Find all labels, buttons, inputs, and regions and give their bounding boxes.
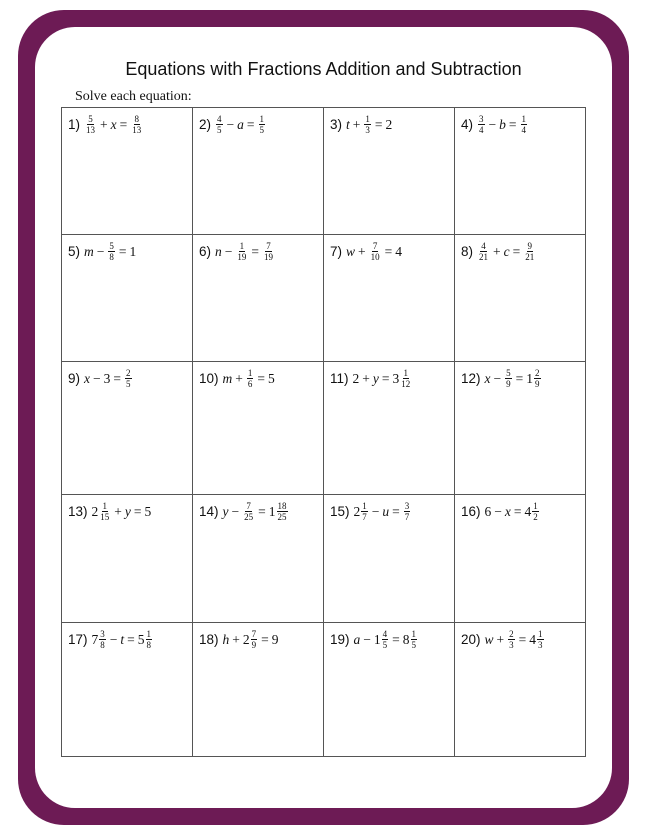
operator: + <box>100 116 108 132</box>
fraction-denominator: 5 <box>126 379 131 389</box>
equation <box>199 114 323 135</box>
equation <box>461 501 585 522</box>
problem-number: 14) <box>199 503 219 519</box>
fraction <box>370 241 381 262</box>
problem-cell-2[interactable] <box>193 108 324 235</box>
fraction-denominator: 19 <box>264 252 274 262</box>
fraction-numerator: 7 <box>246 501 251 511</box>
fraction-numerator: 1 <box>533 501 538 511</box>
equation <box>461 241 585 262</box>
fraction <box>125 368 132 389</box>
fraction <box>521 114 528 135</box>
number: 2 <box>352 370 360 386</box>
operator: + <box>358 243 366 259</box>
number: 8 <box>402 631 410 647</box>
problem-cell-11[interactable] <box>324 362 455 495</box>
problem-number: 10) <box>199 370 219 386</box>
problem-cell-8[interactable] <box>455 235 585 362</box>
variable: a <box>353 631 361 647</box>
equation <box>330 114 454 135</box>
fraction-denominator: 5 <box>411 640 417 650</box>
operator: = <box>512 243 521 259</box>
equation <box>68 114 192 135</box>
fraction-denominator: 9 <box>506 379 511 389</box>
operator: = <box>518 631 527 647</box>
operator: = <box>119 116 128 132</box>
problem-number: 18) <box>199 631 219 647</box>
number: 4 <box>524 503 532 519</box>
fraction-denominator: 25 <box>244 512 254 522</box>
problem-number: 4) <box>461 116 474 132</box>
variable: h <box>222 631 230 647</box>
fraction-numerator: 1 <box>538 629 543 639</box>
equation <box>330 629 454 650</box>
variable: y <box>222 503 229 519</box>
operator: − <box>96 243 105 259</box>
number: 6 <box>484 503 492 519</box>
operator: + <box>114 503 122 519</box>
fraction-denominator: 12 <box>401 379 411 389</box>
fraction-denominator: 3 <box>365 125 370 135</box>
number: 3 <box>103 370 111 386</box>
fraction-numerator: 4 <box>481 241 486 251</box>
operator: = <box>392 631 400 647</box>
fraction-numerator: 2 <box>535 368 540 378</box>
equation <box>68 629 192 650</box>
fraction-numerator: 7 <box>266 241 271 251</box>
problem-number: 5) <box>68 243 81 259</box>
fraction <box>108 241 115 262</box>
operator: − <box>494 503 502 519</box>
operator: + <box>232 631 240 647</box>
operator: = <box>251 243 260 259</box>
variable: x <box>504 503 511 519</box>
equation <box>461 368 585 389</box>
operator: + <box>352 116 361 132</box>
number: 1 <box>268 503 276 519</box>
problem-cell-4[interactable] <box>455 108 585 235</box>
fraction <box>508 629 515 650</box>
problem-number: 13) <box>68 503 88 519</box>
fraction-numerator: 7 <box>251 629 257 639</box>
fraction-denominator: 8 <box>100 640 105 650</box>
fraction-denominator: 13 <box>86 125 96 135</box>
equation <box>68 241 192 262</box>
fraction <box>411 629 418 650</box>
problem-cell-19[interactable] <box>324 623 455 756</box>
number: 1 <box>526 370 534 386</box>
equation <box>199 501 323 522</box>
problem-cell-7[interactable] <box>324 235 455 362</box>
problem-cell-6[interactable] <box>193 235 324 362</box>
fraction <box>537 629 544 650</box>
fraction-denominator: 4 <box>521 125 527 135</box>
problem-number: 17) <box>68 631 88 647</box>
variable: t <box>120 631 125 647</box>
fraction <box>505 368 512 389</box>
variable: y <box>124 503 131 519</box>
number: 2 <box>242 631 250 647</box>
fraction-numerator: 2 <box>126 368 131 378</box>
fraction-numerator: 3 <box>100 629 105 639</box>
fraction-denominator: 5 <box>217 125 222 135</box>
number: 2 <box>91 503 99 519</box>
fraction <box>361 501 368 522</box>
fraction-numerator: 7 <box>372 241 378 251</box>
operator: − <box>363 631 371 647</box>
variable: c <box>503 243 510 259</box>
fraction-denominator: 6 <box>247 379 253 389</box>
problem-number: 3) <box>330 116 343 132</box>
problem-cell-20[interactable] <box>455 623 585 756</box>
number: 4 <box>529 631 537 647</box>
operator: = <box>127 631 135 647</box>
variable: x <box>84 370 91 386</box>
variable: x <box>484 370 491 386</box>
fraction <box>400 368 411 389</box>
fraction-numerator: 1 <box>411 629 417 639</box>
fraction-numerator: 3 <box>479 114 484 124</box>
fraction-numerator: 1 <box>362 501 367 511</box>
fraction <box>478 114 485 135</box>
number: 3 <box>392 370 400 386</box>
problem-number: 2) <box>199 116 212 132</box>
number: 5 <box>137 631 145 647</box>
operator: − <box>488 116 497 132</box>
equation <box>461 629 585 650</box>
variable: x <box>110 116 117 132</box>
fraction-numerator: 4 <box>217 114 222 124</box>
fraction <box>524 241 535 262</box>
operator: − <box>93 370 101 386</box>
fraction-denominator: 9 <box>251 640 257 650</box>
operator: = <box>257 370 266 386</box>
problem-number: 12) <box>461 370 481 386</box>
equation <box>330 501 454 522</box>
operator: = <box>118 243 127 259</box>
fraction-numerator: 5 <box>88 114 93 124</box>
problem-cell-18[interactable] <box>193 623 324 756</box>
operator: = <box>392 503 400 519</box>
fraction <box>277 501 288 522</box>
operator: = <box>133 503 142 519</box>
fraction-numerator: 5 <box>109 241 114 251</box>
fraction <box>131 114 142 135</box>
equation <box>461 114 585 135</box>
variable: m <box>84 243 94 259</box>
worksheet-instruction: Solve each equation: <box>75 89 192 104</box>
problem-number: 6) <box>199 243 212 259</box>
equation <box>330 368 454 389</box>
problem-number: 11) <box>330 370 349 386</box>
variable: a <box>237 116 244 132</box>
operator: = <box>258 503 266 519</box>
operator: + <box>235 370 243 386</box>
fraction <box>364 114 371 135</box>
variable: y <box>372 370 379 386</box>
fraction-numerator: 2 <box>509 629 514 639</box>
problem-cell-5[interactable] <box>62 235 193 362</box>
fraction-denominator: 8 <box>109 252 114 262</box>
number: 4 <box>395 243 403 259</box>
problem-cell-16[interactable] <box>455 495 585 623</box>
equation <box>68 368 192 389</box>
fraction-denominator: 25 <box>277 512 287 522</box>
problem-cell-1[interactable] <box>62 108 193 235</box>
problem-cell-9[interactable] <box>62 362 193 495</box>
fraction-numerator: 5 <box>506 368 511 378</box>
operator: = <box>246 116 255 132</box>
fraction <box>259 114 266 135</box>
variable: n <box>215 243 222 259</box>
fraction-denominator: 5 <box>382 640 388 650</box>
problem-number: 1) <box>68 116 81 132</box>
fraction-denominator: 21 <box>479 252 489 262</box>
equation <box>199 241 323 262</box>
fraction-denominator: 3 <box>509 640 514 650</box>
variable: u <box>382 503 390 519</box>
problem-number: 8) <box>461 243 474 259</box>
number: 2 <box>385 116 393 132</box>
operator: − <box>226 116 235 132</box>
fraction-denominator: 5 <box>259 125 265 135</box>
operator: = <box>374 116 383 132</box>
problem-number: 9) <box>68 370 81 386</box>
worksheet-sheet <box>35 27 612 808</box>
problem-cell-12[interactable] <box>455 362 585 495</box>
worksheet-title: Equations with Fractions Addition and Subtraction <box>125 59 522 79</box>
fraction <box>263 241 274 262</box>
page-border-frame <box>18 10 629 825</box>
fraction-denominator: 2 <box>533 512 538 522</box>
fraction-denominator: 3 <box>538 640 543 650</box>
fraction-numerator: 1 <box>146 629 152 639</box>
operator: + <box>493 243 501 259</box>
fraction-denominator: 19 <box>237 252 247 262</box>
fraction-numerator: 8 <box>134 114 140 124</box>
operator: − <box>493 370 502 386</box>
problem-grid <box>61 107 586 757</box>
number: 5 <box>268 370 275 386</box>
problem-number: 19) <box>330 631 350 647</box>
fraction-denominator: 9 <box>535 379 540 389</box>
fraction <box>85 114 96 135</box>
fraction-numerator: 1 <box>259 114 265 124</box>
operator: + <box>362 370 370 386</box>
problem-cell-17[interactable] <box>62 623 193 756</box>
fraction <box>534 368 541 389</box>
fraction-numerator: 1 <box>403 368 409 378</box>
number: 9 <box>271 631 279 647</box>
operator: = <box>384 243 393 259</box>
fraction-denominator: 15 <box>100 512 110 522</box>
problem-cell-10[interactable] <box>193 362 324 495</box>
variable: m <box>222 370 233 386</box>
operator: − <box>231 503 240 519</box>
fraction-denominator: 21 <box>525 252 535 262</box>
operator: = <box>515 370 524 386</box>
fraction-denominator: 7 <box>362 512 367 522</box>
number: 7 <box>91 631 99 647</box>
equation <box>199 629 323 650</box>
fraction-numerator: 1 <box>521 114 527 124</box>
problem-number: 15) <box>330 503 350 519</box>
number: 2 <box>353 503 361 519</box>
operator: = <box>508 116 517 132</box>
operator: = <box>261 631 269 647</box>
fraction-denominator: 4 <box>479 125 484 135</box>
fraction <box>532 501 539 522</box>
problem-number: 7) <box>330 243 343 259</box>
problem-cell-3[interactable] <box>324 108 455 235</box>
problem-cell-14[interactable] <box>193 495 324 623</box>
variable: t <box>346 116 350 132</box>
fraction <box>146 629 153 650</box>
fraction <box>99 629 106 650</box>
fraction-numerator: 9 <box>527 241 533 251</box>
operator: − <box>224 243 233 259</box>
fraction <box>382 629 389 650</box>
operator: + <box>496 631 505 647</box>
fraction <box>404 501 411 522</box>
equation <box>330 241 454 262</box>
operator: = <box>113 370 122 386</box>
fraction <box>216 114 223 135</box>
variable: w <box>484 631 494 647</box>
fraction <box>251 629 258 650</box>
problem-number: 20) <box>461 631 481 647</box>
fraction-numerator: 18 <box>277 501 287 511</box>
fraction-denominator: 8 <box>146 640 152 650</box>
variable: b <box>499 116 506 132</box>
fraction <box>236 241 247 262</box>
fraction-numerator: 1 <box>239 241 245 251</box>
number: 5 <box>144 503 152 519</box>
equation <box>68 501 192 522</box>
operator: − <box>371 503 380 519</box>
problem-number: 16) <box>461 503 481 519</box>
operator: = <box>381 370 390 386</box>
variable: w <box>346 243 356 259</box>
fraction <box>247 368 254 389</box>
operator: = <box>513 503 522 519</box>
equation <box>199 368 323 389</box>
fraction <box>99 501 110 522</box>
fraction-numerator: 1 <box>247 368 253 378</box>
number: 1 <box>129 243 137 259</box>
operator: − <box>109 631 118 647</box>
fraction-numerator: 1 <box>102 501 108 511</box>
fraction <box>478 241 489 262</box>
fraction-denominator: 13 <box>132 125 142 135</box>
fraction-denominator: 10 <box>370 252 380 262</box>
fraction-numerator: 4 <box>382 629 388 639</box>
fraction-numerator: 3 <box>404 501 410 511</box>
fraction-denominator: 7 <box>404 512 410 522</box>
number: 1 <box>373 631 381 647</box>
problem-cell-13[interactable] <box>62 495 193 623</box>
fraction-numerator: 1 <box>365 114 370 124</box>
problem-cell-15[interactable] <box>324 495 455 623</box>
fraction <box>243 501 254 522</box>
